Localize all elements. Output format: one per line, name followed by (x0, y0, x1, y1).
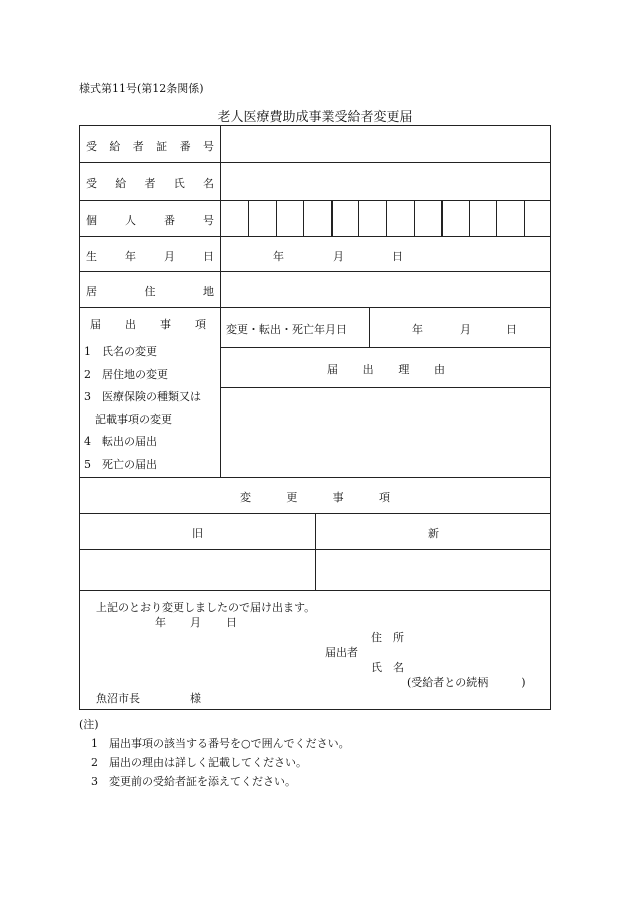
relationship-label: (受給者との続柄 ) (407, 676, 526, 689)
recipient-name-label: 受 給 者 氏 名 (86, 177, 214, 190)
declaration-day-unit: 日 (226, 616, 237, 629)
notification-item-list (84, 341, 201, 476)
form-title: 老人医療費助成事業受給者変更届 (217, 110, 413, 125)
declaration-statement: 上記のとおり変更しましたので届け出ます。 (96, 601, 316, 614)
digit-box-divider (386, 200, 387, 236)
addressee: 魚沼市長 (96, 692, 140, 705)
list-item: 5 死亡の届出 (84, 457, 157, 471)
declaration-year-unit: 年 (155, 616, 166, 629)
list-item: 2 居住地の変更 (84, 367, 168, 381)
list-item: 3 医療保険の種類又は (84, 390, 201, 403)
change-day-unit: 日 (506, 323, 517, 336)
list-item: 記載事項の変更 (84, 412, 172, 426)
digit-box-divider (414, 200, 415, 236)
residence-label: 居 住 地 (86, 285, 214, 298)
list-item: 1 氏名の変更 (84, 345, 157, 358)
declaration-month-unit: 月 (190, 616, 201, 629)
row-divider (220, 387, 551, 388)
change-items-label: 変 更 事 項 (240, 491, 390, 504)
honorific: 様 (190, 692, 201, 705)
row-divider (220, 347, 551, 348)
digit-box-divider (358, 200, 359, 236)
digit-box-divider (248, 200, 249, 236)
row-divider (79, 200, 551, 201)
list-item: 4 転出の届出 (84, 435, 157, 448)
column-divider (220, 125, 221, 477)
notes (79, 715, 350, 791)
column-divider (369, 307, 370, 347)
notification-items-label: 届 出 事 項 (90, 318, 206, 331)
row-divider (79, 590, 551, 591)
digit-group-divider (331, 200, 333, 236)
birth-day-unit: 日 (392, 250, 403, 263)
digit-box-divider (524, 200, 525, 236)
old-column-label: 旧 (192, 527, 203, 540)
notifier-label: 届出者 (325, 646, 358, 659)
note-item: 2 届出の理由は詳しく記載してください。 (91, 756, 307, 769)
form-code: 様式第11号(第12条関係) (79, 82, 204, 95)
row-divider (79, 236, 551, 237)
new-column-label: 新 (428, 527, 439, 540)
recipient-number-label: 受 給 者 証 番 号 (86, 140, 214, 153)
row-divider (79, 162, 551, 163)
column-divider (315, 513, 316, 590)
address-label: 住 所 (371, 631, 404, 644)
note-item: 3 変更前の受給者証を添えてください。 (91, 775, 296, 788)
name-label: 氏 名 (371, 661, 404, 674)
digit-box-divider (469, 200, 470, 236)
digit-box-divider (496, 200, 497, 236)
row-divider (79, 271, 551, 272)
note-item: 1 届出事項の該当する番号を○で囲んでください。 (91, 737, 350, 750)
digit-group-divider (441, 200, 443, 236)
row-divider (79, 477, 551, 478)
digit-box-divider (276, 200, 277, 236)
change-month-unit: 月 (460, 323, 471, 336)
change-year-unit: 年 (412, 323, 423, 336)
change-date-label: 変更・転出・死亡年月日 (226, 323, 347, 336)
individual-number-label: 個 人 番 号 (86, 214, 214, 227)
digit-box-divider (303, 200, 304, 236)
birth-date-label: 生 年 月 日 (86, 250, 214, 263)
birth-year-unit: 年 (273, 250, 284, 263)
birth-month-unit: 月 (333, 250, 344, 263)
notes-heading: (注) (79, 718, 99, 731)
row-divider (79, 307, 551, 308)
reason-label: 届 出 理 由 (327, 363, 445, 376)
